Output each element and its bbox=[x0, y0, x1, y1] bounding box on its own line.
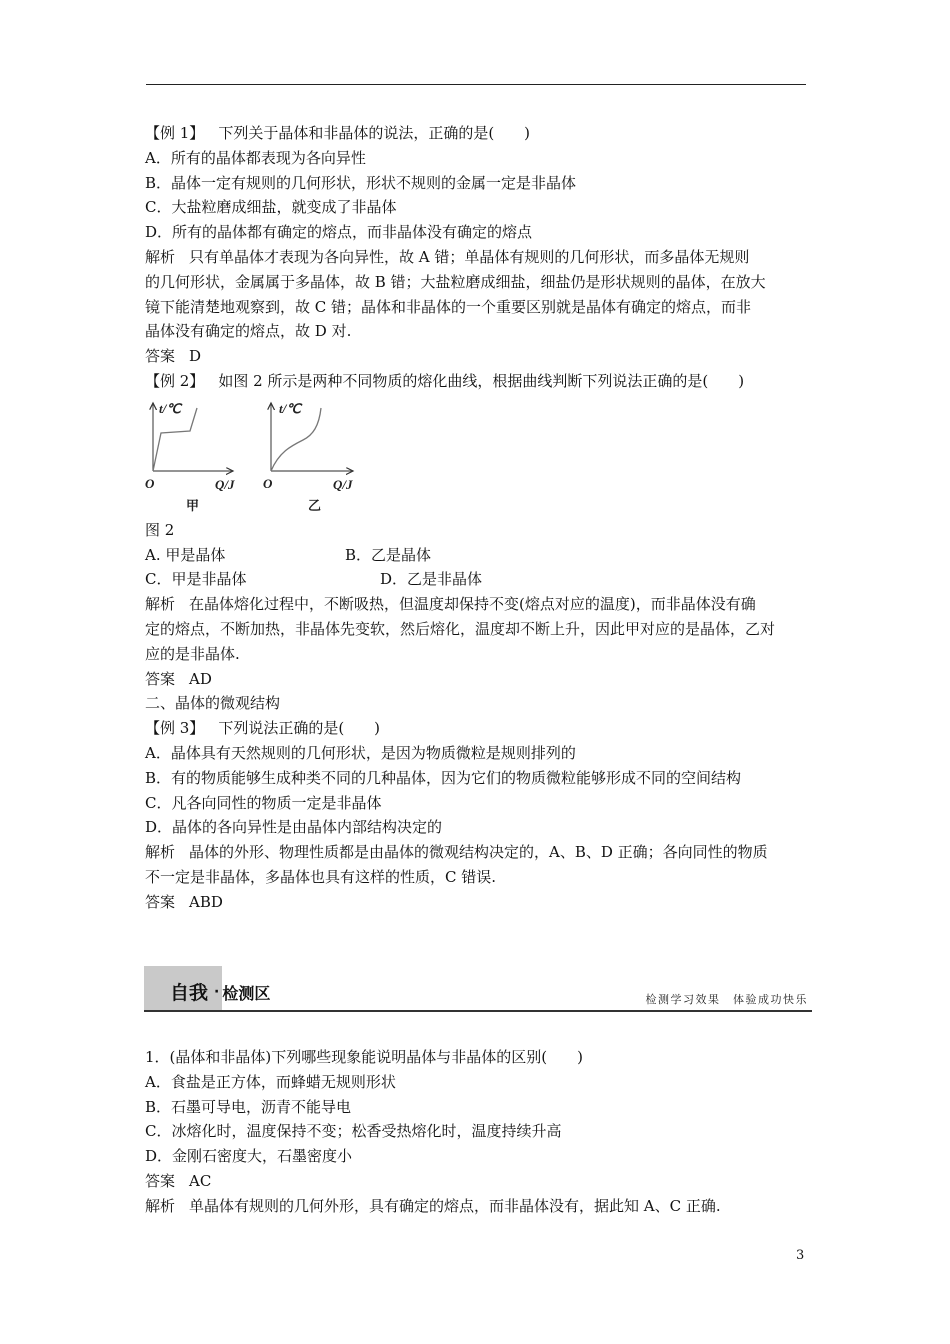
banner-title: 自我 · 检测区 bbox=[170, 982, 271, 1004]
example2-analysis-line: 解析 在晶体熔化过程中，不断吸热，但温度却保持不变(熔点对应的温度)，而非晶体没有确 bbox=[145, 595, 756, 614]
example3-option-c: C．凡各向同性的物质一定是非晶体 bbox=[145, 793, 382, 812]
banner-rule bbox=[144, 1010, 812, 1012]
example3-option-d: D．晶体的各向异性是由晶体内部结构决定的 bbox=[145, 818, 443, 837]
example1-analysis-line: 晶体没有确定的熔点，故 D 对. bbox=[145, 322, 352, 341]
example1-option-a: A．所有的晶体都表现为各向异性 bbox=[145, 148, 366, 167]
example2-analysis-line: 定的熔点，不断加热，非晶体先变软，然后熔化，温度却不断上升，因此甲对应的是晶体，乙对 bbox=[145, 619, 776, 638]
example1-option-d: D．所有的晶体都有确定的熔点，而非晶体没有确定的熔点 bbox=[145, 223, 533, 242]
figure-caption: 图 2 bbox=[145, 520, 175, 539]
graph-jia-ylabel: t/℃ bbox=[159, 400, 181, 416]
graph-yi-caption: 乙 bbox=[308, 498, 322, 514]
example3-analysis-line: 解析 晶体的外形、物理性质都是由晶体的微观结构决定的，A、B、D 正确；各向同性的物质 bbox=[145, 843, 768, 862]
example2-tag: 【例 2】 bbox=[145, 371, 205, 390]
example3-option-b: B．有的物质能够生成种类不同的几种晶体，因为它们的物质微粒能够形成不同的空间结构 bbox=[145, 768, 742, 787]
example1-option-b: B．晶体一定有规则的几何形状，形状不规则的金属一定是非晶体 bbox=[145, 173, 577, 192]
example1-question: 【例 1】 下列关于晶体和非晶体的说法，正确的是( ) bbox=[145, 124, 531, 142]
melting-curves-svg bbox=[145, 396, 405, 518]
graph-jia-xlabel: Q/J bbox=[215, 476, 235, 492]
graph-jia-curve bbox=[153, 408, 197, 471]
example2-option-d: D．乙是非晶体 bbox=[380, 570, 483, 589]
example3-analysis-line: 不一定是非晶体，多晶体也具有这样的性质，C 错误. bbox=[145, 867, 497, 886]
exercise1-option-c: C．冰熔化时，温度保持不变；松香受热熔化时，温度持续升高 bbox=[145, 1122, 562, 1141]
melting-curves-figure bbox=[145, 396, 810, 518]
example1-option-c: C．大盐粒磨成细盐，就变成了非晶体 bbox=[145, 198, 397, 217]
example2-options-row-2 bbox=[145, 567, 810, 592]
example2-options-row-1 bbox=[145, 543, 810, 568]
exercise1-analysis: 解析 单晶体有规则的几何外形，具有确定的熔点，而非晶体没有，据此知 A、C 正确. bbox=[145, 1196, 721, 1215]
example1-analysis-line: 镜下能清楚地观察到，故 C 错；晶体和非晶体的一个重要区别就是晶体有确定的熔点，而非 bbox=[145, 297, 752, 316]
example1-analysis-line: 解析 只有单晶体才表现为各向异性，故 A 错；单晶体有规则的几何形状，而多晶体无规则 bbox=[145, 247, 750, 266]
example3-answer: 答案 ABD bbox=[145, 892, 223, 911]
graph-yi-origin: O bbox=[263, 475, 273, 491]
exercise1-answer: 答案 AC bbox=[145, 1171, 212, 1190]
exercise1-option-a: A．食盐是正方体，而蜂蜡无规则形状 bbox=[145, 1072, 396, 1091]
exercise1-option-d: D．金刚石密度大，石墨密度小 bbox=[145, 1147, 353, 1166]
example3-tag: 【例 3】 bbox=[145, 719, 205, 738]
example1-answer: 答案 D bbox=[145, 347, 202, 366]
example3-question: 【例 3】 下列说法正确的是( ) bbox=[145, 719, 381, 738]
example3-option-a: A．晶体具有天然规则的几何形状，是因为物质微粒是规则排列的 bbox=[145, 743, 576, 762]
graph-jia-caption: 甲 bbox=[186, 498, 200, 514]
example2-answer: 答案 AD bbox=[145, 669, 212, 688]
graph-yi-curve bbox=[271, 408, 321, 471]
exercise-section bbox=[145, 1045, 810, 1219]
graph-yi-xlabel: Q/J bbox=[333, 476, 353, 492]
graph-jia-origin: O bbox=[145, 475, 155, 491]
page-number: 3 bbox=[796, 1248, 805, 1263]
graph-yi-ylabel: t/℃ bbox=[279, 400, 301, 416]
example2-option-a: A. 甲是晶体 bbox=[145, 545, 226, 564]
banner-motto: 检测学习效果 体验成功快乐 bbox=[645, 993, 808, 1006]
exercise1-option-b: B．石墨可导电，沥青不能导电 bbox=[145, 1097, 352, 1116]
main-content bbox=[145, 121, 810, 915]
example1-tag: 【例 1】 bbox=[145, 124, 205, 142]
example1-analysis-line: 的几何形状，金属属于多晶体，故 B 错；大盐粒磨成细盐，细盐仍是形状规则的晶体，在放大 bbox=[145, 272, 766, 291]
example2-question: 【例 2】 如图 2 所示是两种不同物质的熔化曲线，根据曲线判断下列说法正确的是( ) bbox=[145, 371, 745, 390]
self-check-banner bbox=[144, 966, 812, 1014]
section-heading: 二、晶体的微观结构 bbox=[145, 694, 281, 713]
example2-analysis-line: 应的是非晶体. bbox=[145, 644, 240, 663]
example2-option-c: C．甲是非晶体 bbox=[145, 570, 247, 589]
example2-option-b: B．乙是晶体 bbox=[345, 545, 432, 564]
exercise1-question: 1．(晶体和非晶体)下列哪些现象能说明晶体与非晶体的区别( ) bbox=[145, 1048, 583, 1066]
header-rule bbox=[146, 84, 806, 85]
